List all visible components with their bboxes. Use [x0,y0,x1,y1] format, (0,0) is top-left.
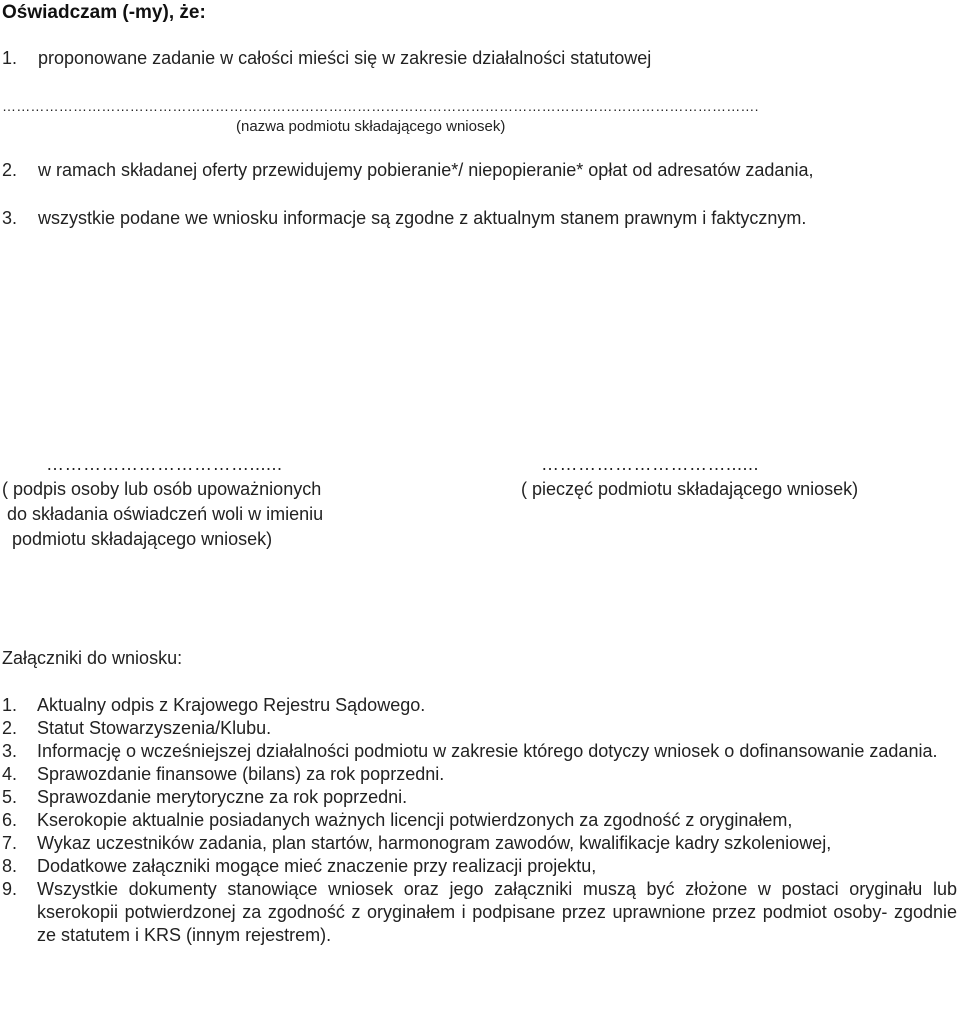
signature-label-line-2: do składania oświadczeń woli w imieniu [2,504,324,524]
stamp-dotted-line: …………………………...... [541,454,760,474]
attachment-text: Wykaz uczestników zadania, plan startów, harmonogram zawodów, kwalifikacje kadry szkoleniowej, [37,833,832,853]
declaration-item-1 [2,48,651,69]
attachment-item [2,786,957,809]
attachment-item [2,763,957,786]
stamp-label: ( pieczęć podmiotu składającego wniosek) [521,479,859,499]
attachment-text: Aktualny odpis z Krajowego Rejestru Sądowego. [37,695,426,715]
attachment-text: Kserokopie aktualnie posiadanych ważnych licencji potwierdzonych za zgodność z oryginałem, [37,810,793,830]
attachment-number: 5. [2,787,18,807]
declaration-item-text: wszystkie podane we wniosku informacje są zgodne z aktualnym stanem prawnym i faktycznym. [38,208,807,228]
attachment-text: Statut Stowarzyszenia/Klubu. [37,718,272,738]
attachment-number: 4. [2,764,18,784]
declaration-item-number: 3. [2,208,18,228]
declaration-item-2 [2,160,813,181]
declaration-item-number: 1. [2,48,18,68]
declaration-item-text: proponowane zadanie w całości mieści się w zakresie działalności statutowej [38,48,652,68]
declaration-item-number: 2. [2,160,18,180]
attachment-item [2,809,957,832]
attachment-item [2,694,957,717]
attachment-number: 3. [2,741,18,761]
declaration-item-text: w ramach składanej oferty przewidujemy pobieranie*/ niepopieranie* opłat od adresatów zadania, [38,160,814,180]
attachment-text: Sprawozdanie finansowe (bilans) za rok poprzedni. [37,764,445,784]
attachment-number: 9. [2,879,18,899]
attachment-text: Wszystkie dokumenty stanowiące wniosek oraz jego załączniki muszą być złożone w postaci oryginału lub kserokopii potwierdzonej za zgodność z oryginałem i podpisane przez uprawnione przez podmiot osoby- zgodnie ze statutem i KRS (innym rejestrem). [37,879,957,945]
signature-block-authorized-persons [2,454,323,552]
signature-dotted-line: ……………………………...... [46,454,283,474]
attachment-item [2,878,957,947]
stamp-block-applicant [521,454,858,502]
attachment-item [2,832,957,855]
attachment-item [2,855,957,878]
attachment-item [2,740,957,763]
attachments-title: Załączniki do wniosku: [2,648,183,668]
signature-label-line-1: ( podpis osoby lub osób upoważnionych [2,479,322,499]
applicant-name-dotted-line: ……………………………………………………………………………………………………………………………………………. [2,98,759,114]
attachment-number: 1. [2,695,18,715]
declaration-item-3 [2,208,806,229]
attachment-text: Sprawozdanie merytoryczne za rok poprzedni. [37,787,408,807]
attachments-list [2,694,957,947]
attachment-number: 8. [2,856,18,876]
attachment-number: 2. [2,718,18,738]
attachment-item [2,717,957,740]
declaration-heading: Oświadczam (-my), że: [2,2,206,23]
attachment-text: Dodatkowe załączniki mogące mieć znaczenie przy realizacji projektu, [37,856,597,876]
signature-label-line-3: podmiotu składającego wniosek) [2,529,273,549]
attachment-number: 6. [2,810,18,830]
attachment-text: Informację o wcześniejszej działalności podmiotu w zakresie którego dotyczy wniosek o dofinansowanie zadania. [37,741,938,761]
applicant-name-caption: (nazwa podmiotu składającego wniosek) [236,118,506,135]
attachment-number: 7. [2,833,18,853]
